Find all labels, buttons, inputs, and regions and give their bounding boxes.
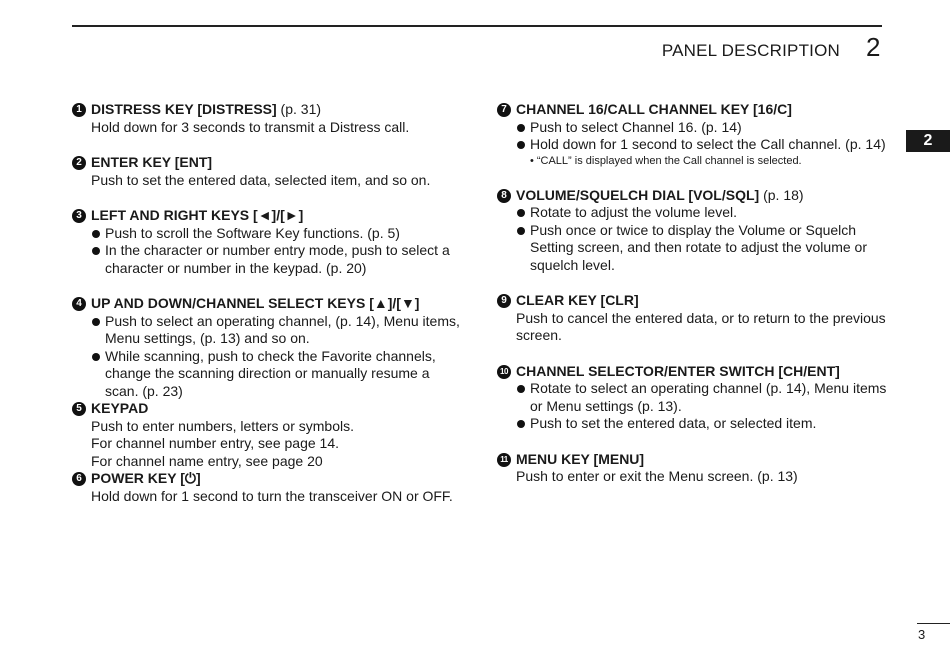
bullet-item: Push to set the entered data, or selected item. <box>497 415 897 433</box>
note-text: “CALL” is displayed when the Call channel is selected. <box>536 154 802 167</box>
bullet-item: Push once or twice to display the Volume or Squelch Setting screen, and then rotate to adjust the volume or squelch level. <box>497 222 897 275</box>
section-enter-key <box>72 154 462 189</box>
number-badge: 3 <box>72 209 86 223</box>
description: Push to set the entered data, selected item, and so on. <box>91 171 431 188</box>
section-clear-key <box>497 292 897 345</box>
right-column <box>497 101 897 486</box>
description: Push to enter numbers, letters or symbols. <box>91 417 354 434</box>
section-title: ENTER KEY [ENT] <box>91 154 213 170</box>
bullet-item: Push to scroll the Software Key functions. (p. 5) <box>72 225 462 243</box>
description: Push to enter or exit the Menu screen. (p. 13) <box>516 468 798 484</box>
description: Push to cancel the entered data, or to return to the previous screen. <box>516 309 886 343</box>
page-title: PANEL DESCRIPTION <box>661 41 840 60</box>
top-rule <box>72 25 882 27</box>
section-channel-16-call-key <box>497 101 897 169</box>
left-column <box>72 101 462 505</box>
number-badge: 6 <box>72 472 86 486</box>
number-badge: 7 <box>497 103 511 117</box>
section-title: DISTRESS KEY [DISTRESS] <box>91 101 277 117</box>
sub-note <box>497 154 897 169</box>
description: Hold down for 3 seconds to transmit a Distress call. <box>91 118 410 135</box>
page-ref: (p. 31) <box>276 101 322 117</box>
power-icon: ⏻ <box>184 470 196 486</box>
bullet-item: Rotate to select an operating channel (p. 14), Menu items or Menu settings (p. 13). <box>497 380 897 415</box>
section-power-key <box>72 470 462 505</box>
chapter-number: 2 <box>866 32 881 62</box>
section-title: CLEAR KEY [CLR] <box>516 292 639 308</box>
description: Hold down for 1 second to turn the transceiver ON or OFF. <box>91 487 453 504</box>
bullet-item: Rotate to adjust the volume level. <box>497 204 897 222</box>
bullet-item: Push to select Channel 16. (p. 14) <box>497 119 897 137</box>
bullet-item: Push to select an operating channel, (p. 14), Menu items, Menu settings, (p. 13) and so on. <box>72 313 462 348</box>
section-title: KEYPAD <box>91 400 149 416</box>
bullet-item: While scanning, push to check the Favorite channels, change the scanning direction or manually resume a scan. (p. 23) <box>72 348 462 401</box>
description: For channel name entry, see page 20 <box>91 452 323 469</box>
section-title: MENU KEY [MENU] <box>516 450 645 467</box>
section-title-end: ] <box>195 470 201 486</box>
number-badge: 1 <box>72 103 86 117</box>
section-title: POWER KEY [ <box>91 470 185 486</box>
page-number: 3 <box>918 627 926 642</box>
section-menu-key <box>497 451 897 486</box>
section-channel-selector-switch <box>497 363 897 433</box>
section-title: UP AND DOWN/CHANNEL SELECT KEYS [▲]/[▼] <box>91 295 420 311</box>
number-badge: 11 <box>497 453 511 467</box>
number-badge: 8 <box>497 189 511 203</box>
section-title: LEFT AND RIGHT KEYS [◄]/[►] <box>91 207 304 223</box>
chapter-tab: 2 <box>906 130 950 152</box>
number-badge: 10 <box>497 365 511 379</box>
section-distress-key <box>72 101 462 136</box>
section-volume-squelch-dial <box>497 187 897 275</box>
sub-bullet-icon: • <box>530 154 534 167</box>
section-keypad <box>72 400 462 470</box>
bullet-item: Hold down for 1 second to select the Call channel. (p. 14) <box>497 136 897 154</box>
section-title: VOLUME/SQUELCH DIAL [VOL/SQL] <box>516 186 760 203</box>
bullet-item: In the character or number entry mode, push to select a character or number in the keypad. (p. 20) <box>72 242 462 277</box>
number-badge: 9 <box>497 294 511 308</box>
number-badge: 4 <box>72 297 86 311</box>
number-badge: 2 <box>72 156 86 170</box>
page-ref: (p. 18) <box>759 186 804 203</box>
section-up-down-keys <box>72 295 462 400</box>
number-badge: 5 <box>72 402 86 416</box>
section-left-right-keys <box>72 207 462 277</box>
section-title: CHANNEL 16/CALL CHANNEL KEY [16/C] <box>516 101 792 117</box>
footer-rule <box>917 623 950 624</box>
section-title: CHANNEL SELECTOR/ENTER SWITCH [CH/ENT] <box>516 362 840 379</box>
description: For channel number entry, see page 14. <box>91 435 340 451</box>
